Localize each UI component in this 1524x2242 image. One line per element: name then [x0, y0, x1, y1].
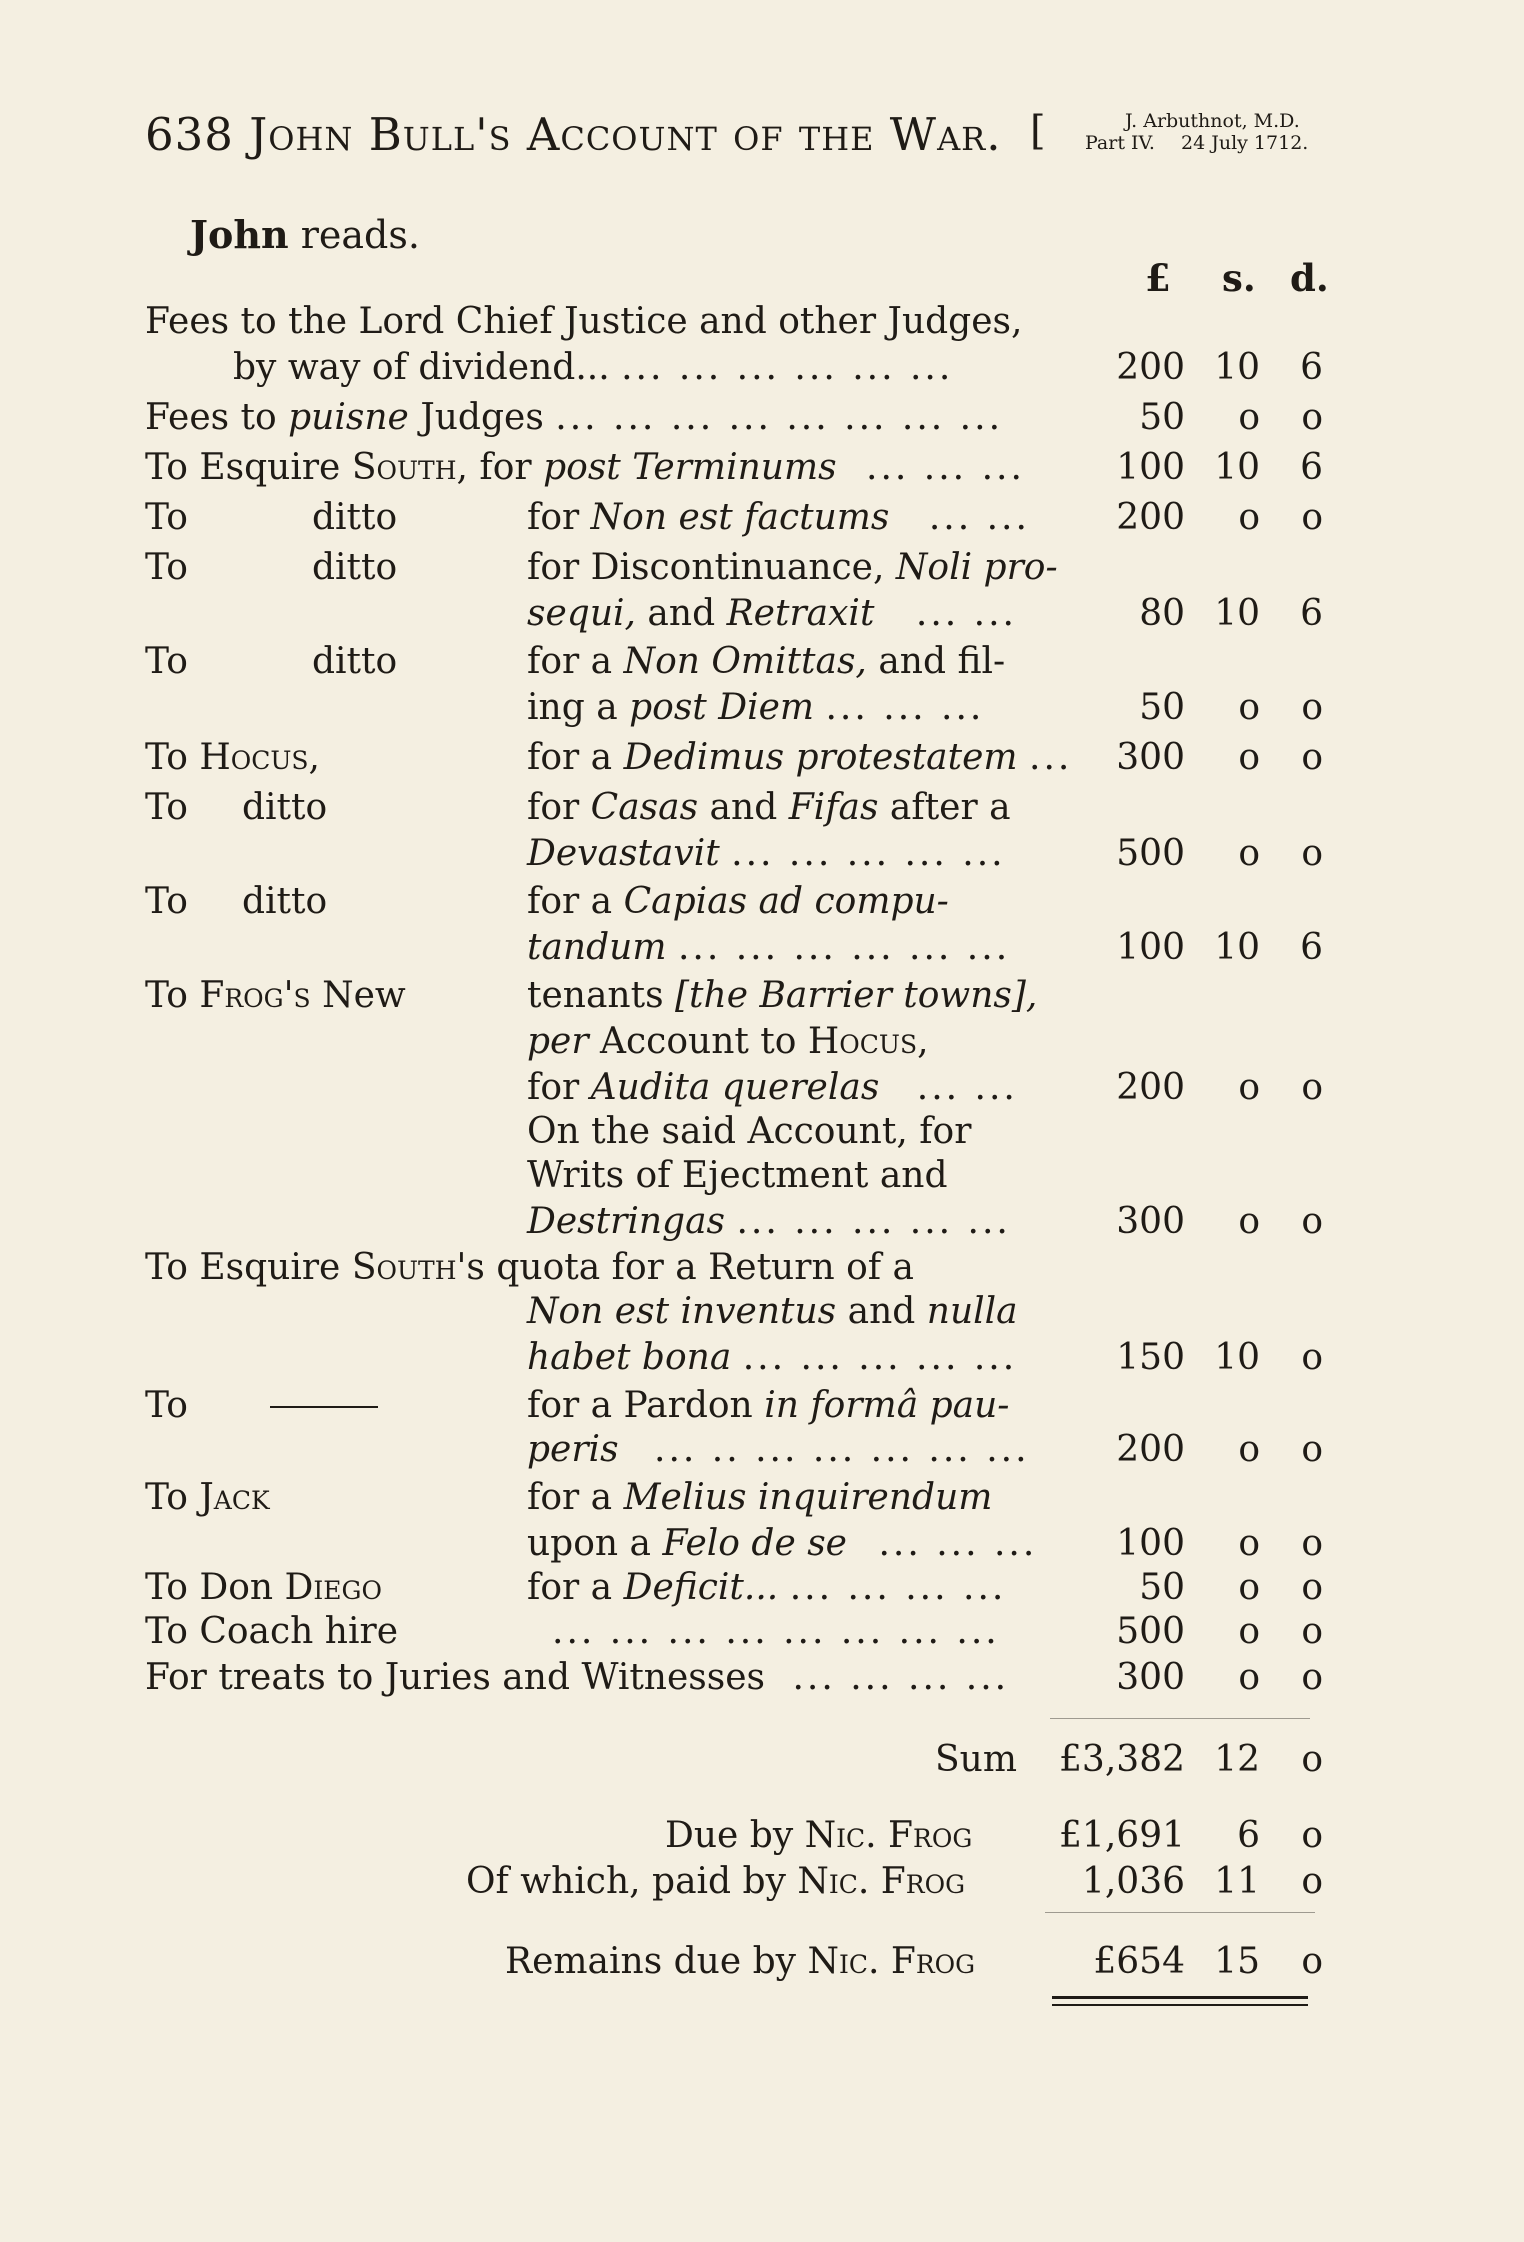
remains-pounds: £654 [1093, 1941, 1185, 1982]
entry-shillings: o [1238, 1067, 1260, 1108]
paid-pounds: 1,036 [1081, 1861, 1185, 1902]
entry-who: ditto [312, 547, 398, 588]
entry-line: To Coach hire [145, 1611, 399, 1652]
entry-to: To [145, 787, 188, 828]
entry-line: tenants [the Barrier towns], [527, 975, 1038, 1016]
entry-line: habet bona ... ... ... ... ... [527, 1337, 1018, 1378]
entry-line: Fees to puisne Judges ... ... ... ... ... ... ... ... [145, 397, 1004, 438]
paid-pence: o [1301, 1861, 1323, 1902]
entry-shillings: 10 [1214, 1337, 1260, 1378]
entry-who: ditto [312, 641, 398, 682]
header-bracket: [ [1030, 108, 1046, 154]
entry-to: To [145, 497, 188, 538]
entry-pence: o [1301, 1337, 1323, 1378]
entry-shillings: 10 [1214, 347, 1260, 388]
remains-label: Remains due by Nic. Frog [505, 1941, 976, 1982]
entry-pounds: 100 [1116, 447, 1185, 488]
entry-shillings: o [1238, 397, 1260, 438]
entry-to: To [145, 547, 188, 588]
entry-pounds: 100 [1116, 927, 1185, 968]
entry-to: To [145, 881, 188, 922]
entry-line: for a Deficit... ... ... ... ... [527, 1567, 1007, 1608]
entry-pounds: 50 [1139, 687, 1185, 728]
entry-pounds: 50 [1139, 397, 1185, 438]
entry-pence: o [1301, 1567, 1323, 1608]
shillings-column-header: s. [1222, 256, 1256, 300]
entry-line: peris ... .. ... ... ... ... ... [527, 1429, 1030, 1470]
paid-shillings: 11 [1214, 1861, 1260, 1902]
double-rule-2 [1052, 2004, 1308, 2006]
entry-shillings: o [1238, 1523, 1260, 1564]
due-label: Due by Nic. Frog [665, 1815, 973, 1856]
entry-dots: ... ... ... ... ... ... ... ... [552, 1611, 1000, 1652]
entry-pence: o [1301, 1201, 1323, 1242]
header-part: Part IV. [1085, 132, 1155, 154]
entry-line: For treats to Juries and Witnesses ... ... ... ... [145, 1657, 1010, 1698]
entry-shillings: o [1238, 1611, 1260, 1652]
entry-pence: 6 [1300, 593, 1323, 634]
entry-pence: o [1301, 833, 1323, 874]
entry-line: Fees to the Lord Chief Justice and other Judges, [145, 301, 1023, 342]
entry-line: To Esquire South's quota for a Return of a [145, 1247, 914, 1288]
entry-pence: o [1301, 1523, 1323, 1564]
sum-rule [1050, 1718, 1310, 1719]
entry-line: To Esquire South, for post Terminums ... ... ... [145, 447, 1025, 488]
entry-line: tandum ... ... ... ... ... ... [527, 927, 1011, 968]
entry-pence: o [1301, 397, 1323, 438]
due-pence: o [1301, 1815, 1323, 1856]
reader-name: John [190, 212, 289, 257]
sum-label: Sum [935, 1739, 1017, 1780]
entry-pence: o [1301, 1611, 1323, 1652]
due-pounds: £1,691 [1059, 1815, 1185, 1856]
blank-dash [270, 1406, 378, 1408]
entry-shillings: o [1238, 1657, 1260, 1698]
entry-line: for Discontinuance, Noli pro- [527, 547, 1058, 588]
entry-pence: 6 [1300, 347, 1323, 388]
remains-pence: o [1301, 1941, 1323, 1982]
due-shillings: 6 [1237, 1815, 1260, 1856]
entry-who: ditto [242, 881, 328, 922]
entry-pence: o [1301, 1657, 1323, 1698]
entry-line: for Casas and Fifas after a [527, 787, 1011, 828]
entry-shillings: o [1238, 737, 1260, 778]
remains-shillings: 15 [1214, 1941, 1260, 1982]
remains-rule-top [1045, 1912, 1315, 1913]
reads-verb: reads. [300, 213, 420, 257]
entry-pounds: 200 [1116, 347, 1185, 388]
paid-label: Of which, paid by Nic. Frog [466, 1861, 966, 1902]
entry-pounds: 200 [1116, 1067, 1185, 1108]
entry-pounds: 80 [1139, 593, 1185, 634]
header-date: 24 July 1712. [1181, 132, 1309, 154]
page-number: 638 [145, 108, 234, 161]
entry-line: Non est inventus and nulla [527, 1291, 1018, 1332]
header-author: J. Arbuthnot, M.D. [1125, 110, 1300, 132]
entry-to: To Jack [145, 1477, 270, 1518]
entry-shillings: o [1238, 1429, 1260, 1470]
entry-line: for a Melius inquirendum [527, 1477, 993, 1518]
entry-to: To Don Diego [145, 1567, 382, 1608]
double-rule-1 [1052, 1996, 1308, 1999]
entry-shillings: o [1238, 1201, 1260, 1242]
entry-line: sequi, and Retraxit ... ... [527, 593, 1017, 634]
entry-pounds: 50 [1139, 1567, 1185, 1608]
entry-pence: o [1301, 737, 1323, 778]
entry-line: for a Capias ad compu- [527, 881, 949, 922]
entry-shillings: o [1238, 687, 1260, 728]
entry-pounds: 150 [1116, 1337, 1185, 1378]
sum-shillings: 12 [1214, 1739, 1260, 1780]
entry-line: Devastavit ... ... ... ... ... [527, 833, 1006, 874]
entry-pence: 6 [1300, 927, 1323, 968]
entry-line: per Account to Hocus, [527, 1021, 929, 1062]
entry-to: To [145, 1385, 188, 1426]
entry-pence: o [1301, 497, 1323, 538]
entry-to: To Hocus, [145, 737, 321, 778]
entry-line: ing a post Diem ... ... ... [527, 687, 985, 728]
entry-who: ditto [312, 497, 398, 538]
running-title: John Bull's Account of the War. [249, 108, 1002, 161]
entry-pounds: 200 [1116, 1429, 1185, 1470]
entry-to: To Frog's New [145, 975, 406, 1016]
entry-pounds: 500 [1116, 833, 1185, 874]
entry-pounds: 500 [1116, 1611, 1185, 1652]
pounds-column-header: £ [1145, 256, 1171, 300]
entry-pence: o [1301, 1067, 1323, 1108]
entry-shillings: o [1238, 1567, 1260, 1608]
entry-shillings: o [1238, 833, 1260, 874]
entry-who: ditto [242, 787, 328, 828]
entry-line: On the said Account, for [527, 1111, 972, 1152]
entry-line: for Non est factums ... ... [527, 497, 1030, 538]
entry-line: upon a Felo de se ... ... ... [527, 1523, 1038, 1564]
entry-shillings: 10 [1214, 927, 1260, 968]
entry-line: for a Pardon in formâ pau- [527, 1385, 1010, 1426]
entry-pence: o [1301, 687, 1323, 728]
entry-pounds: 300 [1116, 1201, 1185, 1242]
entry-line: Writs of Ejectment and [527, 1155, 948, 1196]
sum-pence: o [1301, 1739, 1323, 1780]
entry-line: for a Dedimus protestatem ... [527, 737, 1073, 778]
sum-pounds: £3,382 [1059, 1739, 1185, 1780]
entry-line: by way of dividend... ... ... ... ... ... ... [233, 347, 954, 388]
entry-line: for a Non Omittas, and fil- [527, 641, 1006, 682]
entry-shillings: 10 [1214, 593, 1260, 634]
pence-column-header: d. [1290, 256, 1329, 300]
entry-line: for Audita querelas ... ... [527, 1067, 1018, 1108]
entry-pounds: 200 [1116, 497, 1185, 538]
entry-pounds: 300 [1116, 737, 1185, 778]
entry-pence: o [1301, 1429, 1323, 1470]
entry-pounds: 300 [1116, 1657, 1185, 1698]
entry-to: To [145, 641, 188, 682]
entry-line: Destringas ... ... ... ... ... [527, 1201, 1011, 1242]
entry-pence: 6 [1300, 447, 1323, 488]
entry-shillings: 10 [1214, 447, 1260, 488]
entry-shillings: o [1238, 497, 1260, 538]
entry-pounds: 100 [1116, 1523, 1185, 1564]
